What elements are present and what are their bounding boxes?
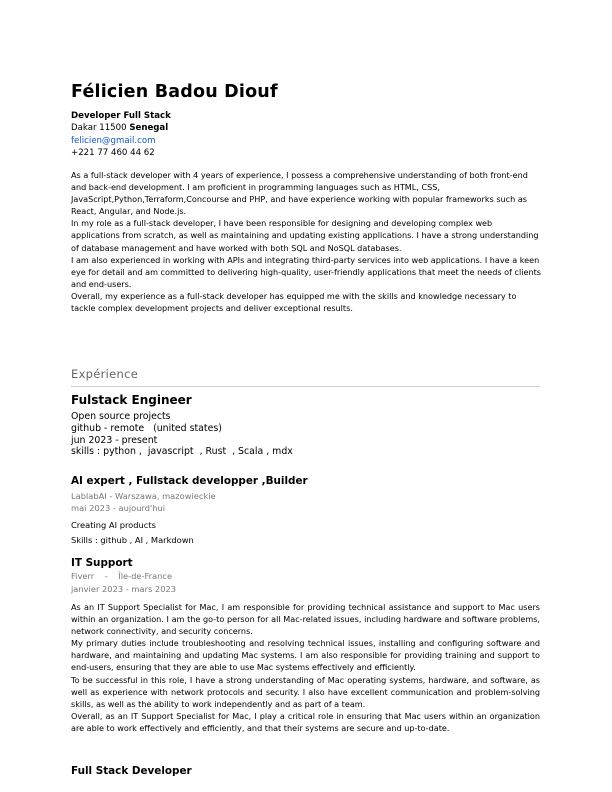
job3-paragraph: As an IT Support Specialist for Mac, I am responsible for providing technical assistance and support to Mac users within an organization. I am the go-to person for all Mac-related issues, including hardware and software problems, network connectivity, and security concerns.: [71, 602, 540, 637]
email-link[interactable]: felicien@gmail.com: [71, 135, 156, 146]
job1-line: skills : python , javascript , Rust , Scala , mdx: [71, 446, 293, 458]
location: [71, 122, 171, 134]
summary-paragraph: In my role as a full-stack developer, I have been responsible for designing and developing complex web applications from scratch, as well as maintaining and updating existing applications. I have a strong understanding of database management and have worked with both SQL and NoSQL databases.: [71, 218, 539, 253]
job3-dates: janvier 2023 - mars 2023: [71, 584, 177, 594]
job1-line: Open source projects: [71, 411, 171, 422]
job1-line: github - remote (united states): [71, 422, 222, 434]
experience-section-title: Expérience: [71, 367, 139, 381]
summary-paragraph: As a full-stack developer with 4 years of experience, I possess a comprehensive understanding of both front-end and back-end development. I am proficient in programming languages such as HTML, CSS, JavaScript,Python,Terraform,Concourse and PHP, and have experience working with popular frameworks such as React, Angular, and Node.js.: [71, 170, 528, 217]
candidate-name: Félicien Badou Diouf: [71, 82, 278, 102]
job3-company: Fiverr - Île-de-France: [71, 571, 173, 581]
job3-paragraph: My primary duties include troubleshooting and resolving technical issues, installing and configuring software and hardware, and maintaining and updating Mac systems. I am also responsible for providing training and support to end-users, ensuring that they are able to use Mac systems effectively and efficiently.: [71, 638, 540, 673]
location-city: Dakar 11500: [71, 123, 127, 134]
job1-line: jun 2023 - present: [71, 434, 158, 446]
job3-description: [71, 601, 540, 734]
job3-paragraph: Overall, as an IT Support Specialist for Mac, I play a critical role in ensuring that Mac users within an organization are able to work effectively and efficiently, and that their systems are secure and up-to-date.: [71, 710, 540, 733]
job2-description: Creating AI products: [71, 520, 156, 530]
job-role: Developer Full Stack: [71, 111, 171, 121]
section-divider: [71, 386, 540, 387]
summary-paragraph: Overall, my experience as a full-stack developer has equipped me with the skills and knowledge necessary to tackle complex development projects and deliver exceptional results.: [71, 290, 517, 314]
phone-number: +221 77 460 44 62: [71, 148, 155, 159]
job4-title: Full Stack Developer: [71, 765, 192, 777]
job2-skills: Skills : github , AI , Markdown: [71, 535, 194, 545]
job1-details: [71, 411, 293, 458]
location-country: Senegal: [129, 123, 169, 134]
job2-company: LablabAI - Warszawa, mazowieckie: [71, 491, 216, 501]
job2-dates: mai 2023 - aujourd'hui: [71, 503, 166, 513]
job1-title: Fulstack Engineer: [71, 393, 192, 407]
job2-title: AI expert , Fullstack developper ,Builder: [71, 475, 308, 487]
job3-paragraph: To be successful in this role, I have a strong understanding of Mac operating systems, hardware, and software, as well as experience with network protocols and security. I also have excellent communication and problem-solving skills, as well as the ability to work independently and as part of a team.: [71, 674, 540, 709]
contact-block: [71, 110, 171, 160]
summary-paragraph: I am also experienced in working with APIs and integrating third-party services into web applications. I have a keen eye for detail and am committed to delivering high-quality, user-friendly applications that meet the needs of clients and end-users.: [71, 254, 541, 289]
job3-title: IT Support: [71, 557, 133, 569]
profile-summary: [71, 169, 541, 314]
